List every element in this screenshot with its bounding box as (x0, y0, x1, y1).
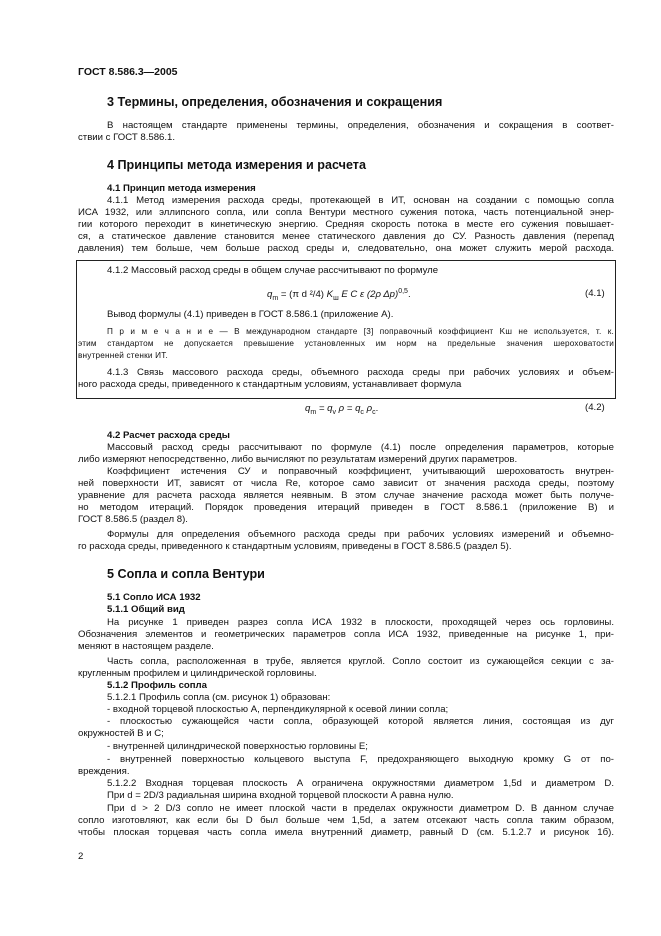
paragraph-line: При d > 2 D/3 сопло не имеет плоской части в пределах окружности диаметром D. В данном случае (107, 803, 614, 814)
paragraph-line: давления) тем больше, чем больше расход среды и, следовательно, она может служить мерой расхода. (78, 243, 614, 254)
formula-4-2: $q_m = q_v$ $\rho = q_c$ $\rho_c$. (305, 403, 379, 416)
list-item: - плоскостью сужающейся части сопла, образующей которой является линия, состоящая из дуг (107, 716, 614, 727)
paragraph-line: ного расхода среды, приведенного к стандартным условиям, устанавливает формула (78, 379, 462, 390)
paragraph-line: Обозначения элементов и геометрических параметров сопла ИСА 1932, приведенные на рисунке 1, при- (78, 629, 614, 640)
paragraph-line: ИСА 1932, или эллипсного сопла, или сопла Вентури местного сужения потока, часть потенциальной энер- (78, 207, 614, 218)
paragraph-line: В настоящем стандарте применены термины, определения, обозначения и сокращения в соответ- (107, 120, 614, 131)
paragraph-line: ствии с ГОСТ 8.586.1. (78, 132, 176, 143)
list-item: окружностей B и C; (78, 728, 164, 739)
subsection-5-1-2-title: 5.1.2 Профиль сопла (107, 680, 207, 691)
paragraph-line: 5.1.2.1 Профиль сопла (см. рисунок 1) образован: (107, 692, 331, 703)
paragraph-line: сопло изготовляют, как если бы D был больше чем 1,5d, а затем отсекают часть сопла таким образом, (78, 815, 614, 826)
paragraph-line: но методом итераций. Порядок проведения итераций приведен в ГОСТ 8.586.1 (приложение В) и (78, 502, 614, 513)
note-line: этим стандартом не допускается превышение установленных им норм на предельные значения шероховатости (78, 339, 614, 348)
subsection-5-1-title: 5.1 Сопло ИСА 1932 (107, 592, 201, 603)
paragraph-line: 4.1.3 Связь массового расхода среды, объемного расхода среды при рабочих условиях и объем- (107, 367, 614, 378)
list-item: вреждения. (78, 766, 130, 777)
note-line: П р и м е ч а н и е — В международном стандарте [3] поправочный коэффициент Kш не используется, т. к. (107, 327, 614, 336)
paragraph-line: ся, а статическое давление становится менее статического давления до СУ. Разность давления (перепад (78, 231, 614, 242)
formula-4-1: $q_m = (\pi$ d ²/4) $K_ш$ E C ε (2ρ Δp)$^{0,5}$. (267, 288, 411, 303)
paragraph-line: ГОСТ 8.586.5 (раздел 8). (78, 514, 188, 525)
list-item: - внутренней поверхностью кольцевого выступа F, предохраняющего выходную кромку G от по- (107, 754, 614, 765)
paragraph-line: 4.1.1 Метод измерения расхода среды, протекающей в ИТ, основан на создании с помощью сопла (107, 195, 614, 206)
paragraph-line: либо измеряют непосредственно, либо вычисляют по результатам измерений других параметров. (78, 454, 518, 465)
list-item: - входной торцевой плоскостью A, перпендикулярной к осевой линии сопла; (107, 704, 449, 715)
section-5-title: 5 Сопла и сопла Вентури (107, 567, 265, 581)
paragraph-line: чтобы плоская торцевая часть сопла имела внутренний диаметр, равный D (см. 5.1.2.7 и рисунок 1б). (78, 827, 614, 838)
subsection-5-1-1-title: 5.1.1 Общий вид (107, 604, 185, 615)
paragraph-line: На рисунке 1 приведен разрез сопла ИСА 1932 в плоскости, проходящей через ось горловины. (107, 617, 614, 628)
paragraph-line: Массовый расход среды рассчитывают по формуле (4.1) после определения параметров, которые (107, 442, 614, 453)
paragraph-line: гии которого переходит в кинетическую энергию. Средняя скорость потока в месте его сужения повышает- (78, 219, 614, 230)
subsection-4-2-title: 4.2 Расчет расхода среды (107, 430, 230, 441)
subsection-4-1-title: 4.1 Принцип метода измерения (107, 183, 256, 194)
list-item: - внутренней цилиндрической поверхностью горловины E; (107, 741, 368, 752)
formula-number: (4.2) (585, 402, 605, 413)
section-4-title: 4 Принципы метода измерения и расчета (107, 158, 366, 172)
paragraph-line: 4.1.2 Массовый расход среды в общем случае рассчитывают по формуле (107, 265, 439, 276)
document-header: ГОСТ 8.586.3—2005 (78, 66, 178, 78)
formula-number: (4.1) (585, 288, 605, 299)
paragraph-line: Часть сопла, расположенная в трубе, является круглой. Сопло состоит из сужающейся секции с за- (107, 656, 614, 667)
paragraph-line: уравнение для расчета расхода является неявным. В этом случае значение расхода может быть получе- (78, 490, 614, 501)
paragraph-line: Вывод формулы (4.1) приведен в ГОСТ 8.586.1 (приложение А). (107, 309, 394, 320)
paragraph-line: меняют в настоящем разделе. (78, 641, 214, 652)
page-number: 2 (78, 851, 84, 862)
paragraph-line: Коэффициент истечения СУ и поправочный коэффициент, учитывающий шероховатость внутрен- (107, 466, 614, 477)
paragraph-line: 5.1.2.2 Входная торцевая плоскость A ограничена окружностями диаметром 1,5d и диаметром D. (107, 778, 614, 789)
section-3-title: 3 Термины, определения, обозначения и сокращения (107, 95, 443, 109)
paragraph-line: При d = 2D/3 радиальная ширина входной торцевой плоскости A равна нулю. (107, 790, 454, 801)
note-line: внутренней стенки ИТ. (78, 351, 168, 360)
paragraph-line: ней поверхности ИТ, зависят от числа Re, которое само зависит от значения расхода среды, поэтому (78, 478, 614, 489)
paragraph-line: кругленным профилем и цилиндрической горловины. (78, 668, 317, 679)
paragraph-line: Формулы для определения объемного расхода среды при рабочих условиях измерений и объемно- (107, 529, 614, 540)
paragraph-line: го расхода среды, приведенного к стандартным условиям, приведены в ГОСТ 8.586.5 (раздел 5). (78, 541, 512, 552)
